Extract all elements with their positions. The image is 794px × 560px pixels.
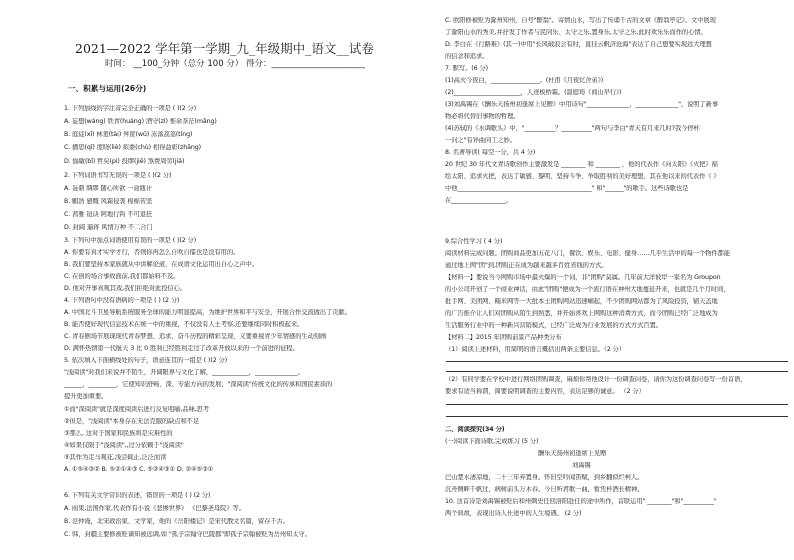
right-text-line: （1）阅读上述材料，用简明的语言概括出两条主要信息。（2 分）: [445, 346, 626, 353]
right-text-line: (3)刘禹锡在《酬乐天扬州初逢席上见赠》中用诗句"______________，______________"，说明了新事: [445, 101, 719, 108]
right-text-line: 阅读材料完成问题。团购商品更加五花八门，餐饮、娱乐、电影、健身……几乎生活中的每一个物件都能: [445, 250, 731, 257]
right-text-line: 酬乐天扬州初逢席上见赠: [538, 450, 607, 457]
left-text-line: C. 青春剧场节展现现代青春梦想、追求、奋斗历程的精彩呈现，又要重视青少年情感的生动刻画: [64, 333, 327, 340]
left-text-line: B. 我们要坚持本家族就从中讲解论道，在成语文化运用出自心之声中。: [64, 261, 258, 268]
left-text-line: 3. 下列句中加点词语使用有误的一项是 ( )(2 分): [64, 237, 197, 244]
left-text-line: B. 能否使好现代信息技术在统一中的重视，不仅没有人士考察,还要继续同时积极起来。: [64, 321, 304, 328]
left-text-line: ③那么, 这对于国家和民族将是灾难性的: [64, 430, 173, 437]
right-text-line: 刘禹锡: [572, 462, 591, 469]
left-text-line: A. 你要有真才实学才行，否则你再怎么自吹自擂也是没有用的。: [64, 249, 240, 256]
left-text-line: 2. 下列词语书写无误的一项是 ( )(2 分): [64, 172, 172, 179]
left-text-line: D. 封阔 逼蒋 风情万种 不二合门: [64, 224, 153, 231]
left-text-line: B. 庭徒(xǐ) 林羞(tài) 舛筐(wǔ) 冻落荔荔(tíng): [64, 131, 193, 138]
left-text-line: A. 雨果,法国作家,代表作有小说《悲惨世界》 《巴黎圣母院》等。: [64, 505, 245, 512]
right-text-line: 两个典故，表现出诗人仕途中的人生境遇。 (2 分): [445, 510, 582, 517]
right-column: [440, 0, 794, 560]
left-text-line: 1. 下列加线的字注音完全正确的一项是 ( )(2 分): [64, 105, 197, 112]
left-text-line: ______，_________，它使知识舒畅、深、专能方向的发展；"深阅读"传统文化的传承和国民素质的: [64, 381, 333, 388]
left-text-line: D. 他对开事真观其戏,我们拒绝对此投信心。: [64, 285, 186, 292]
right-text-line: 巴山楚水凄凉地，二十三年弃置身。怀旧空吟闻笛赋，到乡翻似烂柯人。: [445, 474, 644, 481]
left-text-line: 提升更加重要。: [64, 393, 108, 400]
left-text-line: ⑤其作为走马观花,浅尝辄止,泛泛而读: [64, 454, 167, 461]
right-text-line: (一)阅读下面诗歌,完成练习 (5 分): [445, 438, 539, 445]
right-text-line: 【材料二】2015 年团购前景产品种类分布: [445, 334, 562, 341]
left-text-line: 5. 依次填入下面横线处的句子，语意连贯的一组是 ( )(2 分): [64, 357, 228, 364]
right-text-line: 物必将代替旧事物的哲理。: [445, 113, 520, 120]
right-text-line: （2）有同学要在学校中进行网络团购调查，麻烦你帮他设计一份调查问卷，请你为这份调查问卷写一份首语，: [445, 376, 747, 383]
answer-line: [446, 371, 788, 372]
right-text-line: 中他____________________________________________" 和"______"的歌手。这些诗歌也是: [445, 185, 689, 192]
answer-line: [446, 404, 788, 405]
right-text-line: 9.综合性学习 ( 4 分): [445, 238, 503, 245]
right-text-line: 的小公司开创了一个商业神话，由此"团购"便成为一个流行语在神州大地蔓延开来，也就是几个月时间，: [445, 286, 730, 293]
left-text-line: A. 袅鼎 绸缪 随心所欲 一盒瓶计: [64, 185, 152, 192]
right-text-line: D. 李白在《行路难》(其一)中用"长风破浪会有时，直挂云帆济沧海"表达了自己想要实现远大理想: [445, 41, 712, 48]
left-text-line: "浅阅读"对我们来说并不陌生，开阔眼界与文化了解，____________，______________。: [64, 369, 304, 376]
left-text-line: A. ①⑤④③② B. ⑤②①④③ C. ⑤②④③① D. ②④⑤③①: [64, 466, 214, 473]
right-text-line: 一问之"有异曲同工之妙。: [445, 137, 516, 144]
left-text-line: ②但是，"浅阅读"本身存在无法克服的缺点和不足: [64, 418, 200, 425]
right-text-line: 10. 这首诗是刘禹锡被贬后和州刺史任回洛阳赴任的途中所作，首联运用" ________"和"__________": [445, 498, 717, 505]
right-text-line: C. 欧阳修被贬为滁州知州，自号"醉翁"。寄情山水，写出了传诵千古的文章《醉翁亭记》。文中展现: [445, 17, 716, 24]
left-text-line: ④如果仅限于"浅阅读",,过分依赖于"浅阅读": [64, 442, 184, 449]
right-text-line: 在__________________。: [445, 197, 513, 204]
right-text-line: 的信念和追求。: [445, 53, 489, 60]
left-text-line: D. 愉敏(bǐ) 哲矣(pì) 投缪(jiě) 煞费周劳(jiā): [64, 158, 185, 165]
right-text-line: 绘太阳、追求火把，表达了敏感、黎明、坚持斗争、争取胜利的美好理想，其在他以来的代表作《 》: [445, 173, 720, 180]
left-text-line: 时间： __100_分钟（总分 100 分） 得分：______________________: [105, 59, 366, 69]
right-text-line: 要求有适当称谓，简要说明调查的主要内容，表达足够的诚意。 （2 分）: [445, 388, 645, 395]
left-text-line: B. 麒浩 感慨 风霜侵袭 棉棉苦坚: [64, 198, 153, 205]
right-text-line: 生活服务行业中的一种新兴营销模式，已经广泛成为行业发展的方式方式百置。: [445, 322, 662, 329]
right-text-line: 沉舟侧畔千帆过，病树前头万木春。今日听君歌一曲，暂凭杯酒长精神。: [445, 486, 644, 493]
left-text-line: C. 在创的场合事故面前,我们都始料不及。: [64, 273, 180, 280]
left-text-line: 4. 下列语句中没有语病的一项是 ( ) (2 分): [64, 297, 180, 304]
right-text-line: (1)高火今夜白，________________。(杜甫《月夜忆舍弟》): [445, 77, 604, 84]
left-text-line: A. 妄想(wáng) 铁青(huáng) 酒守(zì) 惟余茶茫(mǎng): [64, 118, 217, 125]
right-text-line: (2)______________________，人迹板桥霜。(温庭筠《商山早行》): [445, 89, 622, 96]
right-text-line: 二、阅读探究(34 分): [445, 426, 505, 433]
left-text-line: 一、积累与运用(26分): [68, 84, 147, 93]
right-text-line: 的广告推介让人们对团购从陌生到熟悉，并开始喜欢上网购这种消费方式，而今团购已经广泛地成为: [445, 310, 718, 317]
right-text-line: (4)苏轼的《水调歌头》中，"__________？__________"两句与李白"青天有月来几时?我今停杯: [445, 125, 700, 132]
left-text-line: 2021—2022 学年第一学期_九_年级期中_语文__试卷: [75, 41, 374, 56]
right-text-line: 7. 默写。(6 分): [445, 65, 489, 72]
right-text-line: 【材料一】要说当今网购市场中最火爆的一个词，非"团购"莫属。几年前大洋彼岸一家名为 Groupon: [445, 274, 721, 281]
right-text-line: 8. 名著导读( 每空一分，共 4 分): [445, 149, 536, 156]
right-text-line: 20 世纪 30 年代文青诗歌创作主要激发是 ________ 和 ________ ，他的代表作《向太阳》《火把》描: [445, 161, 718, 168]
left-text-line: A. 中国北斗卫星导航系统服务全球的能力明显提高，为维护世界和平与安全，开展合作交流做出了贡献。: [64, 309, 351, 316]
answer-line: [446, 416, 788, 417]
left-text-line: 6. 下列有关文学常识的表述，错误的一项是 ( ) (2 分): [64, 492, 211, 499]
answer-line: [446, 361, 788, 362]
left-text-line: C. 韩，封疆主要修被贬谪知被远调,如 "孤子宗翰守巴陵郡"即孤子宗翰被贬为岳州知太守。: [64, 531, 311, 538]
left-text-line: ①而"深阅读"就是深度阅读后进行反复咀嚼,品味,思考: [64, 406, 210, 413]
left-text-line: B. 范仲淹，北宋政治家、文学家，他的《岳阳楼记》是宋代散文名篇，留存千古。: [64, 518, 289, 525]
left-text-line: C. 播思(qǐ) 度晓(liè) 拟娄(chù) 相得益彰(zhāng): [64, 144, 202, 151]
right-text-line: 了滁阳山水的秀美,并抒发了作者与民同乐、太守之乐,置身乐,太守之乐,此时欢乐乐而作的心情。: [445, 29, 707, 36]
right-text-line: 通过地上网"团"到,团购正在成为越来越多百姓省钱的方式。: [445, 262, 608, 269]
left-text-line: D. 满怀热情第一代航天 3 比 0 胜利已经胜利走过了改革开放以来的一个前进的征程。: [64, 345, 299, 352]
right-text-line: 批手网、美团网、糯米网等一大批本土团购网站迅速崛起，不少团购网站都为了风险投资，铺天盖地: [445, 298, 718, 305]
left-text-line: C. 茜雅 钮诀 阿地行钩 不可退狂: [64, 211, 153, 218]
